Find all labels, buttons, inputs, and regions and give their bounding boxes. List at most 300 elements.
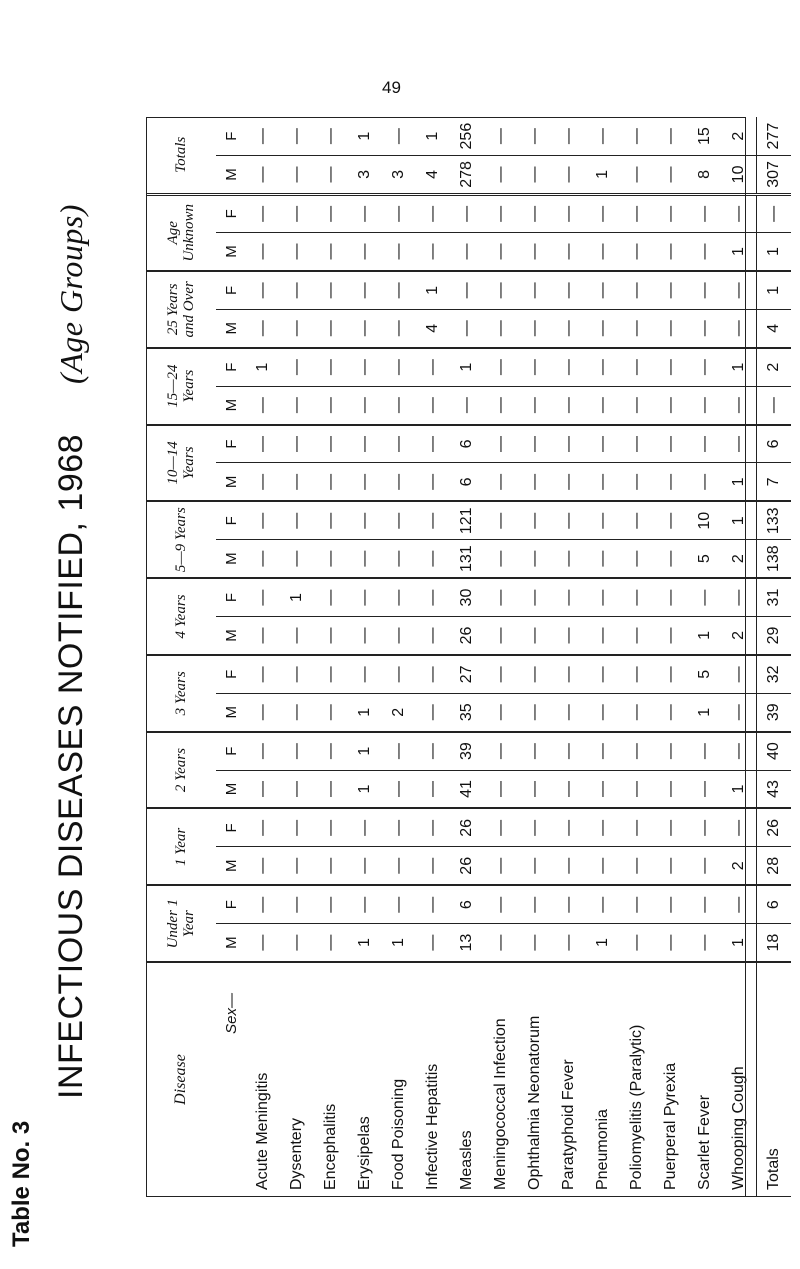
- count-cell: 1: [348, 693, 382, 731]
- count-cell: —: [382, 194, 416, 232]
- table-row: [314, 117, 348, 1197]
- count-cell: —: [586, 117, 620, 156]
- count-cell: —: [280, 501, 314, 539]
- count-cell: —: [654, 309, 688, 347]
- count-cell: —: [586, 808, 620, 846]
- count-cell: 278: [450, 156, 484, 194]
- count-cell: 10: [688, 501, 722, 539]
- count-cell: —: [518, 732, 552, 770]
- count-cell: —: [654, 156, 688, 194]
- count-cell: 31: [757, 578, 792, 616]
- count-cell: —: [314, 309, 348, 347]
- count-cell: —: [314, 348, 348, 386]
- count-cell: —: [620, 425, 654, 463]
- count-cell: 5: [688, 540, 722, 578]
- count-cell: —: [620, 348, 654, 386]
- count-cell: —: [382, 617, 416, 655]
- count-cell: —: [484, 540, 518, 578]
- count-cell: —: [620, 271, 654, 309]
- count-cell: —: [620, 463, 654, 501]
- count-cell: —: [382, 808, 416, 846]
- count-cell: —: [722, 271, 757, 309]
- count-cell: 40: [757, 732, 792, 770]
- count-cell: —: [314, 578, 348, 616]
- count-cell: —: [654, 271, 688, 309]
- count-cell: —: [314, 924, 348, 962]
- female-header: F: [216, 732, 246, 770]
- count-cell: —: [620, 194, 654, 232]
- male-header: M: [216, 309, 246, 347]
- count-cell: —: [586, 386, 620, 424]
- disease-header: Disease: [146, 962, 216, 1196]
- count-cell: —: [757, 386, 792, 424]
- count-cell: —: [586, 655, 620, 693]
- disease-name: Measles: [450, 962, 484, 1196]
- count-cell: —: [416, 885, 450, 923]
- count-cell: 13: [450, 924, 484, 962]
- count-cell: —: [382, 463, 416, 501]
- count-cell: —: [484, 463, 518, 501]
- count-cell: 6: [757, 425, 792, 463]
- count-cell: —: [620, 693, 654, 731]
- count-cell: —: [654, 617, 688, 655]
- count-cell: —: [382, 847, 416, 885]
- count-cell: —: [586, 501, 620, 539]
- count-cell: —: [484, 425, 518, 463]
- count-cell: 4: [416, 309, 450, 347]
- table-row: [416, 117, 450, 1197]
- count-cell: —: [246, 655, 280, 693]
- count-cell: —: [552, 501, 586, 539]
- count-cell: —: [314, 655, 348, 693]
- count-cell: —: [280, 655, 314, 693]
- count-cell: —: [246, 847, 280, 885]
- count-cell: —: [654, 847, 688, 885]
- count-cell: —: [280, 885, 314, 923]
- count-cell: 29: [757, 617, 792, 655]
- male-header: M: [216, 924, 246, 962]
- count-cell: —: [314, 693, 348, 731]
- count-cell: —: [688, 348, 722, 386]
- count-cell: —: [552, 540, 586, 578]
- count-cell: —: [484, 655, 518, 693]
- count-cell: —: [416, 655, 450, 693]
- male-header: M: [216, 156, 246, 194]
- count-cell: —: [416, 924, 450, 962]
- count-cell: —: [484, 693, 518, 731]
- disease-name: Ophthalmia Neonatorum: [518, 962, 552, 1196]
- count-cell: 6: [450, 463, 484, 501]
- count-cell: —: [314, 156, 348, 194]
- disease-age-table: [146, 117, 791, 1197]
- count-cell: 1: [348, 117, 382, 156]
- disease-name: Paratyphoid Fever: [552, 962, 586, 1196]
- count-cell: —: [722, 693, 757, 731]
- count-cell: 307: [757, 156, 792, 194]
- male-header: M: [216, 617, 246, 655]
- count-cell: —: [348, 808, 382, 846]
- count-cell: 2: [722, 540, 757, 578]
- count-cell: —: [314, 847, 348, 885]
- count-cell: —: [416, 693, 450, 731]
- count-cell: —: [688, 194, 722, 232]
- count-cell: —: [314, 732, 348, 770]
- count-cell: —: [654, 463, 688, 501]
- disease-name: Scarlet Fever: [688, 962, 722, 1196]
- age-group-header: 15—24 Years: [146, 348, 216, 425]
- count-cell: —: [314, 885, 348, 923]
- count-cell: —: [518, 693, 552, 731]
- count-cell: —: [518, 233, 552, 271]
- disease-name: Encephalitis: [314, 962, 348, 1196]
- count-cell: 39: [450, 732, 484, 770]
- count-cell: —: [620, 501, 654, 539]
- count-cell: —: [246, 885, 280, 923]
- count-cell: —: [280, 732, 314, 770]
- count-cell: —: [552, 233, 586, 271]
- count-cell: —: [586, 885, 620, 923]
- table-row: [484, 117, 518, 1197]
- count-cell: —: [518, 386, 552, 424]
- table-row: [586, 117, 620, 1197]
- count-cell: —: [552, 808, 586, 846]
- count-cell: —: [382, 501, 416, 539]
- count-cell: 1: [757, 271, 792, 309]
- count-cell: —: [382, 655, 416, 693]
- count-cell: —: [518, 463, 552, 501]
- male-header: M: [216, 540, 246, 578]
- count-cell: —: [246, 808, 280, 846]
- count-cell: —: [586, 617, 620, 655]
- count-cell: —: [280, 847, 314, 885]
- count-cell: —: [722, 885, 757, 923]
- subtitle-text: (Age Groups): [53, 204, 89, 384]
- count-cell: 1: [722, 924, 757, 962]
- count-cell: —: [348, 271, 382, 309]
- count-cell: 43: [757, 770, 792, 808]
- count-cell: —: [620, 617, 654, 655]
- count-cell: —: [348, 885, 382, 923]
- count-cell: —: [280, 425, 314, 463]
- age-group-header: 5—9 Years: [146, 501, 216, 578]
- count-cell: —: [620, 233, 654, 271]
- count-cell: —: [348, 463, 382, 501]
- count-cell: —: [450, 271, 484, 309]
- count-cell: 1: [722, 463, 757, 501]
- count-cell: —: [552, 693, 586, 731]
- female-header: F: [216, 885, 246, 923]
- count-cell: —: [348, 309, 382, 347]
- male-header: M: [216, 233, 246, 271]
- female-header: F: [216, 578, 246, 616]
- table-row: [722, 117, 757, 1197]
- count-cell: —: [484, 156, 518, 194]
- count-cell: 10: [722, 156, 757, 194]
- count-cell: —: [552, 194, 586, 232]
- count-cell: —: [314, 808, 348, 846]
- count-cell: —: [416, 501, 450, 539]
- table-row: [382, 117, 416, 1197]
- count-cell: —: [416, 194, 450, 232]
- count-cell: —: [620, 770, 654, 808]
- count-cell: —: [246, 386, 280, 424]
- count-cell: —: [484, 732, 518, 770]
- disease-name: Poliomyelitis (Paralytic): [620, 962, 654, 1196]
- count-cell: 131: [450, 540, 484, 578]
- count-cell: —: [620, 885, 654, 923]
- count-cell: —: [722, 386, 757, 424]
- count-cell: —: [654, 540, 688, 578]
- count-cell: —: [280, 617, 314, 655]
- count-cell: —: [688, 233, 722, 271]
- count-cell: —: [314, 463, 348, 501]
- count-cell: —: [484, 885, 518, 923]
- count-cell: —: [382, 233, 416, 271]
- count-cell: 15: [688, 117, 722, 156]
- count-cell: —: [246, 617, 280, 655]
- count-cell: —: [280, 386, 314, 424]
- female-header: F: [216, 501, 246, 539]
- count-cell: —: [382, 732, 416, 770]
- count-cell: 8: [688, 156, 722, 194]
- count-cell: 2: [722, 117, 757, 156]
- count-cell: —: [552, 770, 586, 808]
- count-cell: —: [552, 847, 586, 885]
- count-cell: —: [620, 732, 654, 770]
- sex-header-row: [216, 117, 246, 1197]
- count-cell: —: [484, 117, 518, 156]
- count-cell: —: [382, 309, 416, 347]
- count-cell: 27: [450, 655, 484, 693]
- count-cell: —: [348, 617, 382, 655]
- count-cell: —: [654, 770, 688, 808]
- count-cell: —: [416, 348, 450, 386]
- count-cell: —: [246, 194, 280, 232]
- count-cell: —: [654, 655, 688, 693]
- count-cell: —: [654, 425, 688, 463]
- table-body: [246, 117, 791, 1197]
- count-cell: —: [688, 271, 722, 309]
- female-header: F: [216, 425, 246, 463]
- count-cell: —: [348, 655, 382, 693]
- age-group-header: 4 Years: [146, 578, 216, 655]
- count-cell: —: [416, 578, 450, 616]
- female-header: F: [216, 808, 246, 846]
- count-cell: —: [484, 578, 518, 616]
- table-row: [757, 117, 792, 1197]
- count-cell: 256: [450, 117, 484, 156]
- age-group-header: Age Unknown: [146, 194, 216, 271]
- count-cell: —: [518, 808, 552, 846]
- count-cell: —: [484, 194, 518, 232]
- count-cell: —: [518, 847, 552, 885]
- count-cell: —: [280, 924, 314, 962]
- count-cell: —: [586, 540, 620, 578]
- count-cell: 6: [757, 885, 792, 923]
- count-cell: —: [280, 463, 314, 501]
- count-cell: —: [586, 732, 620, 770]
- disease-name: Acute Meningitis: [246, 962, 280, 1196]
- male-header: M: [216, 847, 246, 885]
- count-cell: —: [348, 233, 382, 271]
- count-cell: —: [246, 463, 280, 501]
- count-cell: —: [348, 501, 382, 539]
- count-cell: —: [688, 885, 722, 923]
- count-cell: —: [450, 194, 484, 232]
- count-cell: —: [246, 425, 280, 463]
- count-cell: 3: [382, 156, 416, 194]
- count-cell: —: [280, 693, 314, 731]
- count-cell: —: [314, 617, 348, 655]
- count-cell: —: [484, 233, 518, 271]
- table-row: [620, 117, 654, 1197]
- count-cell: —: [654, 732, 688, 770]
- count-cell: —: [246, 770, 280, 808]
- count-cell: 1: [348, 770, 382, 808]
- count-cell: —: [620, 309, 654, 347]
- age-group-header-row: [146, 117, 216, 1197]
- count-cell: —: [280, 117, 314, 156]
- age-group-header: 2 Years: [146, 732, 216, 809]
- table-row: [552, 117, 586, 1197]
- count-cell: —: [518, 117, 552, 156]
- count-cell: 1: [348, 732, 382, 770]
- count-cell: 138: [757, 540, 792, 578]
- count-cell: 1: [722, 501, 757, 539]
- count-cell: —: [552, 117, 586, 156]
- table-row: [280, 117, 314, 1197]
- count-cell: —: [722, 732, 757, 770]
- count-cell: —: [552, 578, 586, 616]
- count-cell: —: [246, 501, 280, 539]
- count-cell: —: [586, 425, 620, 463]
- count-cell: —: [382, 271, 416, 309]
- count-cell: —: [518, 655, 552, 693]
- count-cell: —: [620, 847, 654, 885]
- count-cell: —: [654, 501, 688, 539]
- female-header: F: [216, 194, 246, 232]
- count-cell: —: [620, 655, 654, 693]
- count-cell: —: [484, 386, 518, 424]
- disease-name: Whooping Cough: [722, 962, 757, 1196]
- count-cell: —: [280, 194, 314, 232]
- count-cell: 1: [688, 617, 722, 655]
- count-cell: —: [314, 194, 348, 232]
- count-cell: —: [518, 578, 552, 616]
- count-cell: 28: [757, 847, 792, 885]
- count-cell: —: [586, 693, 620, 731]
- count-cell: 1: [416, 271, 450, 309]
- count-cell: 2: [722, 847, 757, 885]
- count-cell: 1: [586, 156, 620, 194]
- count-cell: —: [688, 463, 722, 501]
- table-row: [246, 117, 280, 1197]
- count-cell: —: [586, 770, 620, 808]
- count-cell: 6: [450, 425, 484, 463]
- count-cell: —: [518, 309, 552, 347]
- count-cell: —: [518, 501, 552, 539]
- count-cell: —: [382, 770, 416, 808]
- count-cell: —: [450, 309, 484, 347]
- count-cell: —: [586, 233, 620, 271]
- count-cell: —: [518, 885, 552, 923]
- table-row: [518, 117, 552, 1197]
- disease-name: Pneumonia: [586, 962, 620, 1196]
- count-cell: 1: [722, 233, 757, 271]
- count-cell: —: [518, 194, 552, 232]
- count-cell: —: [518, 540, 552, 578]
- count-cell: 277: [757, 117, 792, 156]
- count-cell: —: [280, 808, 314, 846]
- count-cell: —: [552, 425, 586, 463]
- count-cell: —: [314, 117, 348, 156]
- count-cell: —: [654, 808, 688, 846]
- count-cell: —: [654, 348, 688, 386]
- count-cell: —: [722, 425, 757, 463]
- count-cell: —: [586, 309, 620, 347]
- count-cell: —: [654, 578, 688, 616]
- count-cell: —: [620, 117, 654, 156]
- table-row: [688, 117, 722, 1197]
- table-row: [348, 117, 382, 1197]
- count-cell: —: [314, 425, 348, 463]
- count-cell: —: [348, 348, 382, 386]
- count-cell: 2: [757, 348, 792, 386]
- sex-header: Sex—: [216, 962, 246, 1196]
- count-cell: 4: [757, 309, 792, 347]
- count-cell: —: [280, 271, 314, 309]
- count-cell: 39: [757, 693, 792, 731]
- count-cell: 18: [757, 924, 792, 962]
- disease-name: Erysipelas: [348, 962, 382, 1196]
- count-cell: —: [246, 117, 280, 156]
- count-cell: —: [518, 617, 552, 655]
- count-cell: —: [722, 309, 757, 347]
- count-cell: —: [552, 617, 586, 655]
- count-cell: —: [688, 425, 722, 463]
- count-cell: 133: [757, 501, 792, 539]
- table-row: [450, 117, 484, 1197]
- count-cell: —: [518, 271, 552, 309]
- count-cell: —: [348, 425, 382, 463]
- count-cell: —: [280, 233, 314, 271]
- count-cell: —: [552, 309, 586, 347]
- disease-name: Dysentery: [280, 962, 314, 1196]
- count-cell: —: [314, 271, 348, 309]
- count-cell: —: [722, 808, 757, 846]
- table-row: [654, 117, 688, 1197]
- female-header: F: [216, 655, 246, 693]
- count-cell: —: [416, 770, 450, 808]
- count-cell: —: [552, 655, 586, 693]
- count-cell: —: [620, 156, 654, 194]
- count-cell: 121: [450, 501, 484, 539]
- count-cell: —: [450, 233, 484, 271]
- age-group-header: Under 1 Year: [146, 885, 216, 962]
- count-cell: 41: [450, 770, 484, 808]
- count-cell: —: [484, 501, 518, 539]
- count-cell: —: [450, 386, 484, 424]
- count-cell: —: [484, 309, 518, 347]
- count-cell: —: [382, 425, 416, 463]
- count-cell: —: [416, 617, 450, 655]
- count-cell: —: [688, 309, 722, 347]
- count-cell: —: [314, 386, 348, 424]
- count-cell: —: [416, 425, 450, 463]
- count-cell: —: [314, 540, 348, 578]
- count-cell: 1: [280, 578, 314, 616]
- count-cell: —: [246, 271, 280, 309]
